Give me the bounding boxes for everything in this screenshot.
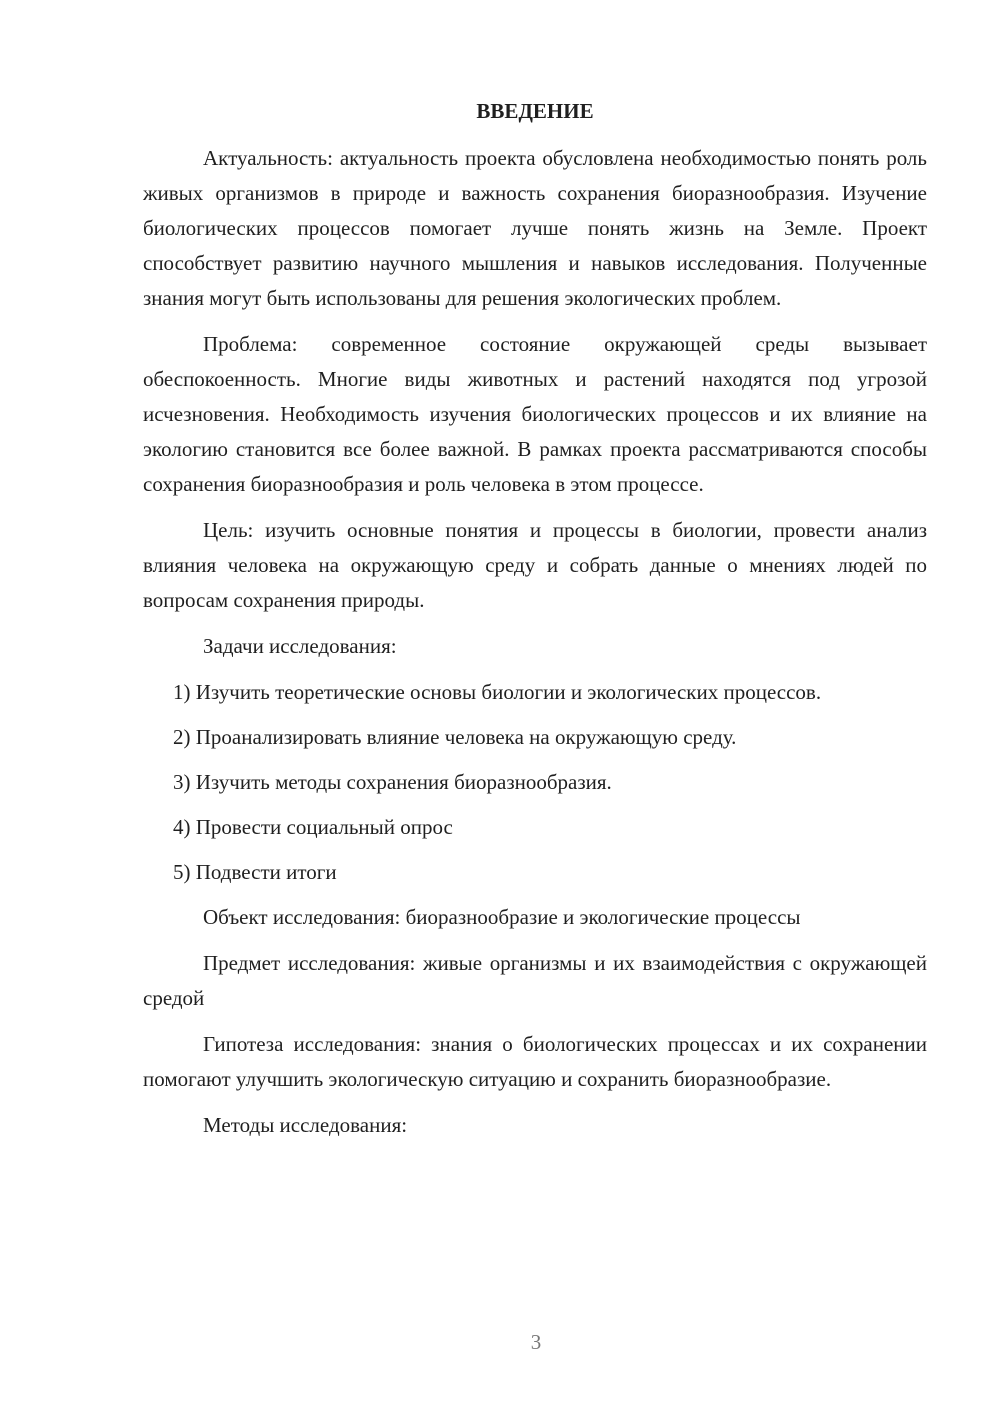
task-item-4: 4) Провести социальный опрос — [173, 815, 453, 839]
object-paragraph: Объект исследования: биоразнообразие и экологические процессы — [203, 905, 801, 929]
relevance-paragraph: Актуальность: актуальность проекта обусловлена необходимостью понять роль живых организмов в природе и важность сохранения биоразнообразия. Изучение биологических процессов помогает лучше понять жизнь на Земле. Проект способствует развитию научного мышления и навыков исследования. Полученные знания могут быть использованы для решения экологических проблем. — [143, 146, 927, 310]
task-item-1: 1) Изучить теоретические основы биологии и экологических процессов. — [173, 680, 822, 704]
hypothesis-paragraph: Гипотеза исследования: знания о биологических процессах и их сохранении помогают улучшить экологическую ситуацию и сохранить биоразнообразие. — [143, 1032, 927, 1091]
page-content — [143, 94, 927, 1154]
task-item-5: 5) Подвести итоги — [173, 860, 337, 884]
task-item-3: 3) Изучить методы сохранения биоразнообразия. — [173, 770, 612, 794]
page-title: ВВЕДЕНИЕ — [476, 99, 594, 123]
problem-paragraph: Проблема: современное состояние окружающей среды вызывает обеспокоенность. Многие виды животных и растений находятся под угрозой исчезновения. Необходимость изучения биологических процессов и их влияние на экологию становится все более важной. В рамках проекта рассматриваются способы сохранения биоразнообразия и роль человека в этом процессе. — [143, 332, 927, 496]
subject-paragraph: Предмет исследования: живые организмы и их взаимодействия с окружающей средой — [143, 951, 927, 1010]
tasks-heading: Задачи исследования: — [203, 634, 397, 658]
methods-heading: Методы исследования: — [203, 1113, 408, 1137]
page-number: 3 — [530, 1330, 542, 1354]
goal-paragraph: Цель: изучить основные понятия и процессы в биологии, провести анализ влияния человека на окружающую среду и собрать данные о мнениях людей по вопросам сохранения природы. — [143, 518, 927, 612]
task-item-2: 2) Проанализировать влияние человека на окружающую среду. — [173, 725, 737, 749]
